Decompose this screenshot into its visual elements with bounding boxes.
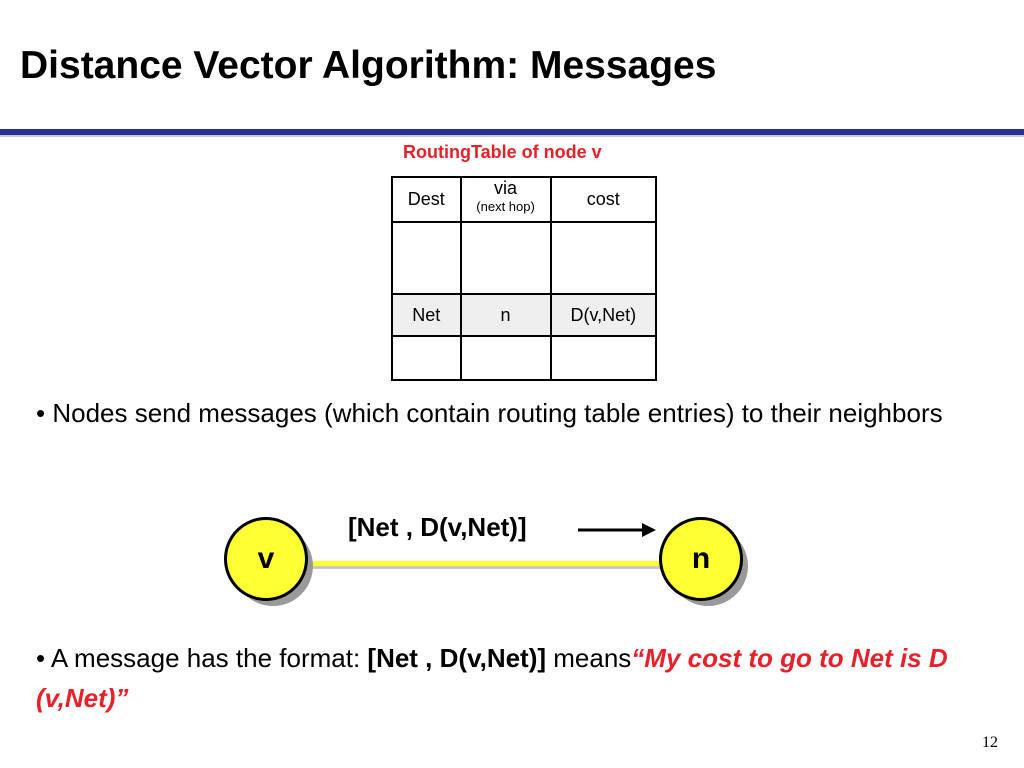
table-cell — [551, 222, 656, 294]
header-via-label: via — [494, 178, 518, 198]
header-dest: Dest — [392, 177, 461, 222]
table-row — [392, 222, 656, 294]
node-v: v — [224, 517, 308, 601]
cell-net-dest: Net — [392, 294, 461, 336]
cell-net-cost: D(v,Net) — [551, 294, 656, 336]
header-via-sublabel: (next hop) — [476, 199, 535, 214]
bullet-text: Nodes send messages (which contain routing table entries) to their neighbors — [52, 398, 943, 428]
link-shadow — [306, 566, 664, 569]
header-cost: cost — [551, 177, 656, 222]
routing-table — [391, 176, 657, 381]
bullet-nodes-send-messages: • Nodes send messages (which contain routing table entries) to their neighbors — [36, 398, 943, 428]
table-cell — [551, 336, 656, 380]
bullet-format-code: [Net , D(v,Net)] — [367, 643, 547, 673]
bullet-format-quote: “My cost to go to Net is D (v,Net)” — [36, 643, 948, 713]
table-cell — [392, 222, 461, 294]
message-label: [Net , D(v,Net)] — [348, 512, 527, 542]
node-n: n — [659, 517, 743, 601]
bullet-message-format: • A message has the format: [Net , D(v,Net)] means“My cost to go to Net is D (v,Net)” — [36, 643, 948, 713]
page-number: 12 — [982, 734, 998, 751]
header-via — [461, 177, 551, 222]
table-cell — [392, 336, 461, 380]
title-divider-shadow — [0, 135, 1024, 137]
table-cell — [461, 222, 551, 294]
table-cell — [461, 336, 551, 380]
bullet-format-means: means — [546, 643, 632, 673]
arrow-right-icon — [578, 520, 656, 540]
routing-table-caption: RoutingTable of node v — [403, 142, 602, 162]
link-v-n — [303, 561, 661, 566]
table-row-net — [392, 294, 656, 336]
table-row — [392, 336, 656, 380]
page-title: Distance Vector Algorithm: Messages — [20, 44, 717, 87]
cell-net-via: n — [461, 294, 551, 336]
routing-table-header-row — [392, 177, 656, 222]
bullet-format-prefix: A message has the format: — [50, 643, 368, 673]
